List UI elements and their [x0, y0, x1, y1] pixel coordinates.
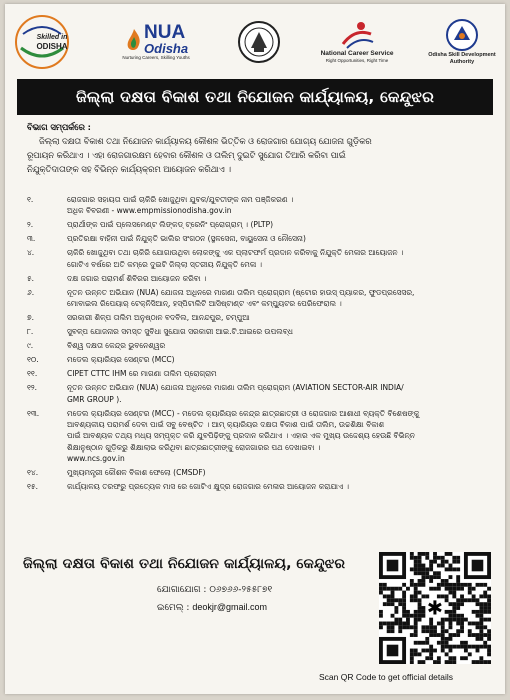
list-item-line: ସୁବଳ୍ପ ଯୋଜନାର ସମସ୍ତ ସୁବିଧା ସୁଯୋଗ ସରକାରୀ ଆଇ.ଟି.ଆଇରେ ଉପଲବ୍ଧ: [67, 327, 293, 337]
nua-flame-icon: [124, 27, 144, 51]
list-item-number: ୧୦.: [27, 355, 39, 365]
list-item-number: ୧୧.: [27, 369, 38, 379]
services-list: [25, 194, 493, 495]
osda-logo: [427, 18, 497, 66]
list-item: [25, 408, 493, 465]
list-item: [25, 273, 493, 284]
list-item-number: ୨.: [27, 220, 34, 230]
list-item-number: ୪.: [27, 248, 35, 258]
list-item-line: GMR GROUP ).: [67, 394, 122, 404]
header-banner: ଜିଲ୍ଲା ଦକ୍ଷତା ବିକାଶ ତଥା ନିଯୋଜନ କାର୍ଯ୍ୟାଳୟ, କେନ୍ଦୁଝର: [17, 79, 493, 115]
list-item: [25, 354, 493, 365]
skilled-top-text: Skilled in: [36, 34, 68, 41]
list-item-text: [67, 326, 493, 337]
list-item-number: ୧୨.: [27, 383, 38, 393]
list-item-text: [67, 408, 493, 465]
list-item-line: ବିଶ୍ୱ ଦକ୍ଷତା କେନ୍ଦ୍ର ଭୁବନେଶ୍ୱର: [67, 341, 166, 351]
intro-salutation: ବିଭାଗ ସମ୍ପର୍କରେ :: [27, 122, 91, 132]
email-row: [157, 599, 272, 617]
nua-sub-text: Odisha: [144, 40, 189, 56]
list-item: [25, 287, 493, 310]
list-item: [25, 312, 493, 323]
list-item-number: ୧୫.: [27, 482, 38, 492]
list-item-line: ପାଇଁ ଆବଶ୍ୟକ ତଥ୍ୟ ମଧ୍ୟ ସମ୍ପୃକ୍ତ କରି ଯୁବପିଢ଼ିଙ୍କୁ ପ୍ରଦାନ କରିଥାଏ । ଏହାର ଏକ ମୁଖ୍ୟ ଉଦ୍ଦେଶ୍ୟ ହେଉଛି ବିଭିନ୍ନ: [67, 431, 415, 441]
list-item-text: [67, 481, 493, 492]
website-link[interactable]: www.ncs.gov.in: [67, 454, 125, 464]
list-item-text: [67, 247, 493, 270]
list-item-number: ୩.: [27, 234, 36, 244]
list-item-line: ମୋବାଇଲ ରିପେୟାର୍ ଟେକ୍ନିସିଆନ୍, ହସ୍ପିଟାଲିଟି ଆସିଷ୍ଟାଣ୍ଟ ଏବଂ କମ୍ପ୍ୟୁଟର ପେରିଫେରାଲ ।: [67, 299, 342, 309]
phone-label: ଯୋଗାଯୋଗ :: [157, 585, 207, 595]
list-item: [25, 340, 493, 351]
ncs-tagline: Right Opportunities, Right Time: [325, 57, 389, 63]
list-item-line: କାର୍ଯ୍ୟାଳୟ ତରଫରୁ ପ୍ରତ୍ୟେକ ମାସ ରେ ଗୋଟିଏ କ୍ଷୁଦ୍ର ରୋଜଗାର ମେଳାର ଆୟୋଜନ କରାଯାଏ ।: [67, 482, 350, 492]
list-item: [25, 233, 493, 244]
list-item-number: ୯.: [27, 341, 34, 351]
list-item-text: [67, 312, 493, 323]
list-item-text: [67, 340, 493, 351]
list-item-text: [67, 368, 493, 379]
ncs-figure-icon: [337, 20, 377, 50]
intro-section: [27, 120, 487, 176]
odisha-govt-emblem: [237, 18, 281, 66]
nua-tagline: Nurturing Careers, Skilling Youths: [122, 54, 190, 60]
intro-line-1: ଜିଲ୍ଲା ଦକ୍ଷତା ବିକାଶ ତଥା ନିଯୋଜନ କାର୍ଯ୍ୟାଳୟ କୌଶଳ ଭିତ୍ତିକ ଓ ରୋଜଗାର ଯୋଗ୍ୟ ଯୋଜନା ଗୁଡ଼ିକର: [39, 136, 372, 146]
list-item-line: CIPET CTTC IHM ରେ ମାଗଣା ତାଲିମ ପ୍ରୋଗ୍ରାମ: [67, 369, 217, 379]
list-item-text: [67, 194, 493, 217]
list-item-line: ଚାକିରି ଖୋଜୁଥିବା ତଥା ଚାକିରି ଯୋଗାଉଥିବା ଲୋକଙ୍କୁ ଏକ ପ୍ଲାଟଫର୍ମ ପ୍ରଦାନ କରିବାକୁ ନିଯୁକ୍ତି ମେଳାର ଆୟୋଜନ ।: [67, 248, 404, 258]
list-item-text: [67, 219, 493, 230]
list-item-line: ଗୋଟିଏ ବର୍ଷରେ ଅତି କମ୍‌ରେ ଦୁଇଟି ଜିଲ୍ଲା ସ୍ତରୀୟ ନିଯୁକ୍ତି ମେଳା ।: [67, 259, 263, 269]
list-item-number: ୫.: [27, 273, 35, 283]
qr-caption: Scan QR Code to get official details: [319, 672, 454, 682]
list-item: [25, 382, 493, 405]
list-item: [25, 368, 493, 379]
poster: [5, 4, 505, 694]
list-item: [25, 481, 493, 492]
list-item-number: ୧.: [27, 195, 34, 204]
list-item-text: [67, 354, 493, 365]
contact-block: [157, 582, 272, 617]
list-item-number: ୬.: [27, 287, 35, 297]
list-item: [25, 247, 493, 270]
qr-code[interactable]: [379, 552, 491, 664]
list-item-number: ୭.: [27, 313, 34, 323]
odisha-seal-icon: [237, 18, 281, 66]
intro-line-3: ନିଯୁକ୍ତିଦାତାଙ୍କ ସହ ବିଭିନ୍ନ କାର୍ଯ୍ୟକ୍ରମ ଆୟୋଜନ କରିଥାଏ ।: [27, 164, 232, 174]
nua-odisha-logo: [122, 23, 189, 62]
list-item: [25, 219, 493, 230]
list-item-line: ନୂତନ ଉନ୍ନତ ଅଭିଯାନ (NUA) ଯୋଜନା ଅଧିନରେ ମାଗଣା ତାଲିମ ପ୍ରୋଗ୍ରାମ (AVIATION SECTOR-AIR INDIA/: [67, 383, 404, 393]
list-item-number: ୧୩.: [27, 408, 40, 418]
list-item: [25, 467, 493, 478]
nua-brand-text: NUA: [144, 21, 186, 43]
ncs-name-text: National Career Service: [320, 49, 394, 57]
list-item-line: ଆବଶ୍ୟକୀୟ ପରାମର୍ଶ ଦେବା ପାଇଁ ସବୁ ବେଷ୍ଟିତ । ଆମ୍ କ୍ୟାରିୟର ଦକ୍ଷତା ବିକାଶ ପାଇଁ ତାଲିମ, ଉଚ୍ଚଶିକ୍ଷା ବିକାଶ: [67, 420, 385, 430]
list-item-line: ନୂତନ ଉନ୍ନତ ଅଭିଯାନ (NUA) ଯୋଜନା ଅଧିନରେ ମାଗଣା ତାଲିମ ପ୍ରୋଗ୍ରାମ (ଷ୍ଟୋର ହାଉସ୍ ପ୍ୟାକର, ଫୁଡପ୍ରସେସର,: [67, 287, 415, 297]
list-item-text: [67, 233, 493, 244]
list-item-line: ପ୍ରାର୍ଥୀଙ୍କ ପାଇଁ ପ୍ଲେସମେଣ୍ଟ ଲିଙ୍କଡ୍ ଟ୍ରେନିଂ ପ୍ରୋଗ୍ରାମ୍ । (PLTP): [67, 220, 274, 230]
list-item-line: ଶିକ୍ଷାନୁଷ୍ଠାନ ଗୁଡ଼ିକରୁ ଶିକ୍ଷାଲାଭ କରିଥିବା ଛାତ୍ରଛାତ୍ରୀଙ୍କୁ ରୋଜଗାରର ପଥ ଦେଖାଇବା ।: [67, 442, 321, 452]
email-label: ଇମେଲ୍ :: [157, 603, 190, 613]
website-link[interactable]: ଅଧିକ ବିବରଣୀ - www.empmissionodisha.gov.in: [67, 206, 232, 216]
skilled-in-odisha-logo: [13, 14, 71, 70]
footer-office-title: ଜିଲ୍ଲା ଦକ୍ଷତା ବିକାଶ ତଥା ନିଯୋଜନ କାର୍ଯ୍ୟାଳୟ, କେନ୍ଦୁଝର: [23, 556, 346, 572]
list-item-text: [67, 287, 493, 310]
list-item-text: [67, 382, 493, 405]
list-item-line: ରୋଜଗାର ସହାୟତା ପାଇଁ ଚାକିରି ଖୋଜୁଥିବା ଯୁବକ/ଯୁବତୀଙ୍କ ନାମ ପଞ୍ଜିକରଣ ।: [67, 195, 294, 204]
list-item-line: ମଡେଲ କ୍ୟାରିୟର ସେଣ୍ଟର (MCC) - ମଡେଲ କ୍ୟାରିୟର କେନ୍ଦ୍ର ଛାତ୍ରଛାତ୍ରୀ ଓ ରୋଜଗାର ଆଶାଧୀ ବ୍ୟକ୍ତି ବିଶେଷଙ୍କୁ: [67, 408, 420, 418]
skilled-bottom-text: ODISHA: [36, 42, 68, 51]
list-item: [25, 194, 493, 217]
list-item-line: ମଡେଲ କ୍ୟାରିୟର ସେଣ୍ଟର (MCC): [67, 355, 175, 365]
list-item: [25, 326, 493, 337]
list-item-text: [67, 467, 493, 478]
intro-line-2: ରୂପାୟନ କରିଥାଏ । ଏହା ରୋଜଗାରକ୍ଷମ ହେବାର କୌଶଳ ଓ ତାଲିମ୍ ଦୁଇଟି ସୁଯୋଗ ତିଆରି କରିବା ପାଇଁ: [27, 150, 346, 160]
email-address[interactable]: deokjr@gmail.com: [192, 602, 267, 612]
list-item-line: ପ୍ରତିରକ୍ଷା ବାହିନୀ ପାଇଁ ନିଯୁକ୍ତି ଭାଲିର ସଂଗଠନ (ସ୍ଥଳସେନା, ବାୟୁସେନା ଓ ନୌସେନା): [67, 234, 306, 244]
phone-row: [157, 582, 272, 599]
list-item-line: ଦକ୍ଷ ଜଗାର ପରାମର୍ଶ ଶିବିରର ଆୟୋଜନ କରିବା ।: [67, 273, 207, 283]
list-item-text: [67, 273, 493, 284]
list-item-line: ସରକାରୀ ଶିଳ୍ପ ତାଲିମ ଅନୁଷ୍ଠାନ ବଦବିଲ, ଆନନ୍ଦପୁର, ଚମ୍ପୁଆ: [67, 313, 250, 323]
osda-name-text: Odisha Skill Development Authority: [428, 52, 496, 65]
qr-center-emblem-icon: ✱: [426, 596, 444, 620]
list-item-number: ୧୪.: [27, 468, 39, 478]
phone-number: ୦୬୭୬୬-୨୫୫୮୭୧: [209, 585, 273, 595]
logo-strip: [13, 10, 497, 74]
list-item-line: ମୁଖ୍ୟମନ୍ତ୍ରୀ କୌଶଳ ବିକାଶ ଫେଲୋ (CMSDF): [67, 468, 206, 478]
national-career-service-logo: [321, 20, 394, 65]
list-item-number: ୮.: [27, 327, 34, 337]
osda-emblem-icon: [445, 18, 479, 52]
